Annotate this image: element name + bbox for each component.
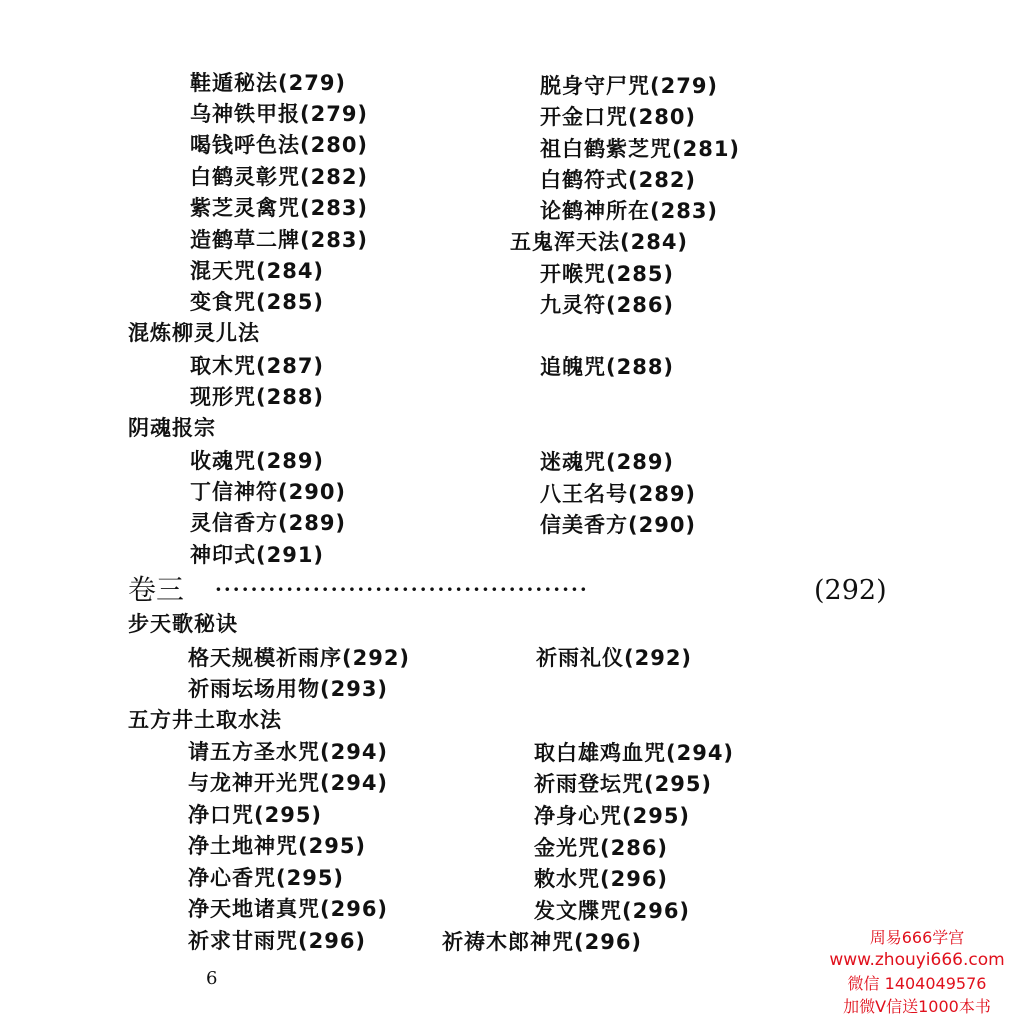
toc-entry: 敕水咒(296) (534, 867, 669, 891)
volume-page-number: (292) (814, 575, 887, 606)
toc-entry: 祖白鹤紫芝咒(281) (540, 137, 741, 161)
toc-entry: 现形咒(288) (190, 385, 325, 409)
toc-entry: 祈祷木郎神咒(296) (442, 930, 643, 954)
toc-entry: 神印式(291) (190, 543, 325, 567)
toc-entry: 造鹤草二牌(283) (190, 228, 369, 252)
toc-entry: 紫芝灵禽咒(283) (190, 196, 369, 220)
toc-entry: 八王名号(289) (540, 482, 697, 506)
toc-entry: 喝钱呼色法(280) (190, 133, 369, 157)
volume-leader: ·········································· (214, 573, 588, 606)
toc-entry: 论鹤神所在(283) (540, 199, 719, 223)
page-number: 6 (206, 968, 218, 989)
toc-entry: 混天咒(284) (190, 259, 325, 283)
toc-entry: 净天地诸真咒(296) (188, 897, 389, 921)
toc-entry: 净口咒(295) (188, 803, 323, 827)
section-heading: 混炼柳灵儿法 (128, 321, 260, 345)
toc-entry: 净身心咒(295) (534, 804, 691, 828)
toc-entry: 白鹤灵彰咒(282) (190, 165, 369, 189)
toc-entry: 祈雨礼仪(292) (536, 646, 693, 670)
toc-entry: 金光咒(286) (534, 836, 669, 860)
watermark-line: 加微V信送1000本书 (843, 997, 991, 1016)
toc-entry: 祈求甘雨咒(296) (188, 929, 367, 953)
toc-entry: 九灵符(286) (540, 293, 675, 317)
toc-entry: 白鹤符式(282) (540, 168, 697, 192)
watermark (810, 926, 1024, 1018)
watermark-line: 微信 1404049576 (847, 974, 987, 993)
section-heading: 阴魂报宗 (128, 416, 216, 440)
toc-entry: 乌神铁甲报(279) (190, 102, 369, 126)
toc-entry: 净心香咒(295) (188, 866, 345, 890)
toc-entry: 开喉咒(285) (540, 262, 675, 286)
toc-entry: 发文牒咒(296) (534, 899, 691, 923)
toc-entry: 丁信神符(290) (190, 480, 347, 504)
volume-title: 卷三 (128, 573, 185, 606)
toc-entry: 信美香方(290) (540, 513, 697, 537)
toc-entry: 净土地神咒(295) (188, 834, 367, 858)
watermark-line: 周易666学宫 (869, 928, 965, 947)
toc-entry: 请五方圣水咒(294) (188, 740, 389, 764)
toc-entry: 鞋遁秘法(279) (190, 71, 347, 95)
toc-entry: 追魄咒(288) (540, 355, 675, 379)
toc-entry: 收魂咒(289) (190, 449, 325, 473)
toc-entry: 祈雨登坛咒(295) (534, 772, 713, 796)
toc-entry: 开金口咒(280) (540, 105, 697, 129)
watermark-url: www.zhouyi666.com (829, 950, 1005, 970)
section-heading: 步天歌秘诀 (128, 612, 238, 636)
toc-entry: 格天规模祈雨序(292) (188, 646, 411, 670)
toc-entry: 取木咒(287) (190, 354, 325, 378)
toc-entry: 祈雨坛场用物(293) (188, 677, 389, 701)
toc-entry: 脱身守尸咒(279) (540, 74, 719, 98)
toc-entry: 迷魂咒(289) (540, 450, 675, 474)
toc-entry: 灵信香方(289) (190, 511, 347, 535)
toc-entry: 与龙神开光咒(294) (188, 771, 389, 795)
toc-entry: 变食咒(285) (190, 290, 325, 314)
toc-entry: 取白雄鸡血咒(294) (534, 741, 735, 765)
toc-entry: 五鬼浑天法(284) (510, 230, 689, 254)
section-heading: 五方井土取水法 (128, 708, 282, 732)
